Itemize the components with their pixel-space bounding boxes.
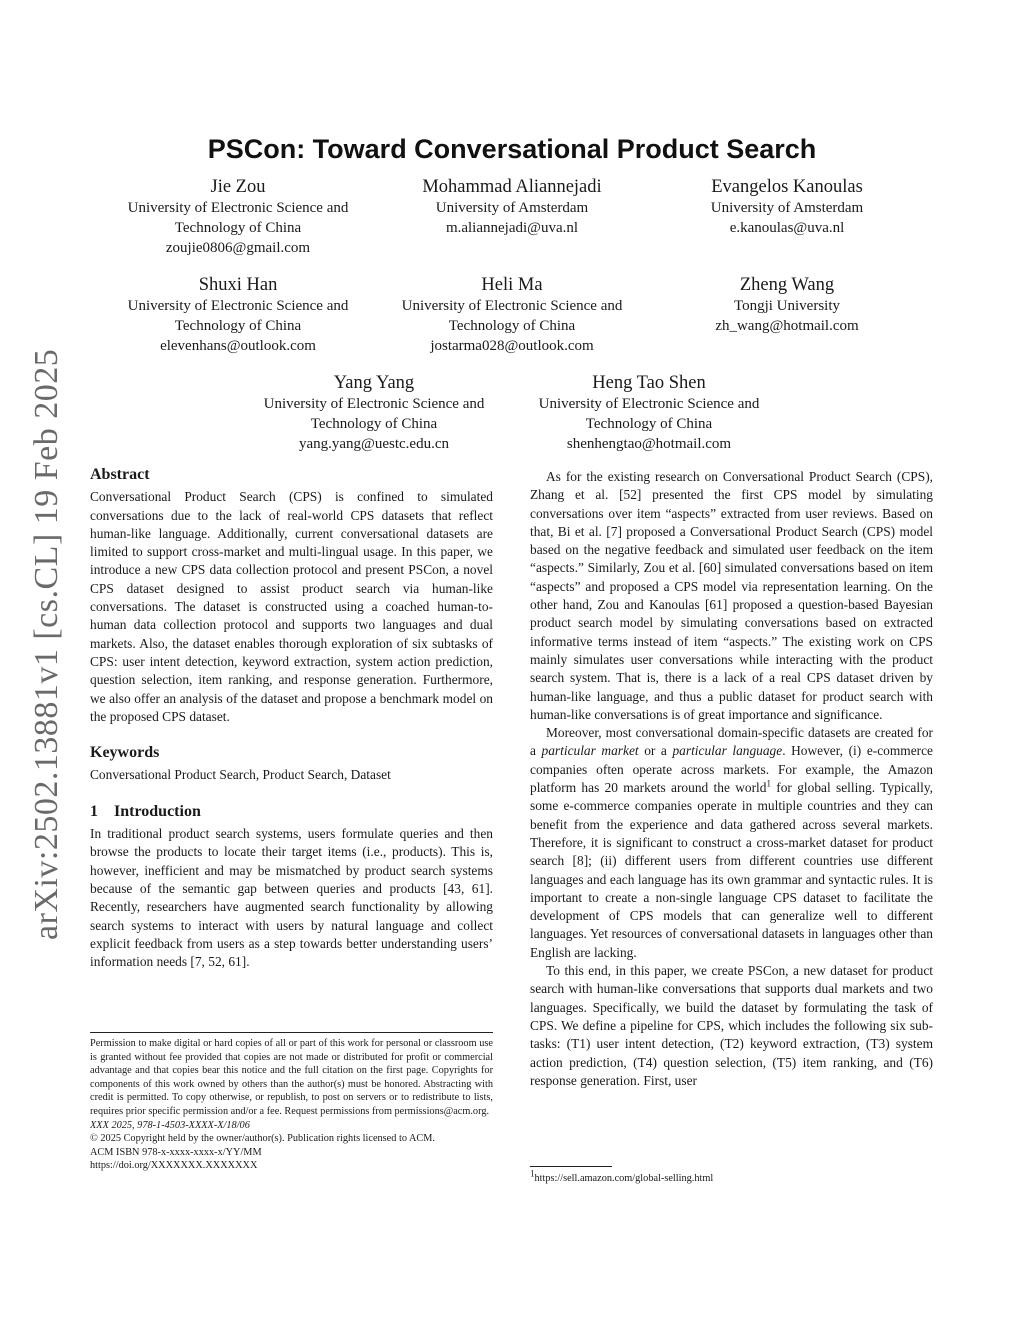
author-name: Zheng Wang — [739, 275, 835, 295]
footnote-rule — [530, 1166, 612, 1167]
introduction-heading: 1 Introduction — [90, 802, 201, 820]
permission-block — [90, 1032, 493, 1173]
author-email[interactable]: shenhengtao@hotmail.com — [566, 436, 732, 452]
author-email[interactable]: zoujie0806@gmail.com — [165, 240, 311, 256]
author-name: Shuxi Han — [198, 275, 278, 295]
author-name: Heli Ma — [481, 275, 543, 295]
author-affiliation: University of Electronic Science and — [538, 396, 760, 412]
author-affiliation: Technology of China — [448, 318, 576, 334]
author-affiliation: Technology of China — [174, 318, 302, 334]
abstract-text: Conversational Product Search (CPS) is confined to simulated conversations due to the lack of real-world CPS datasets that reflect human-like language. Additionally, current conversational datasets are limited to support cross-market and multi-lingual usage. In this paper, we introduce a new CPS data collection protocol and present PSCon, a novel CPS dataset designed to assist product search via human-like conversations. The dataset is constructed using a coached human-to-human data collection protocol and supports two languages and dual markets. Also, the dataset enables thorough exploration of six subtasks of CPS: user intent detection, keyword extraction, system action prediction, question selection, item ranking, and response generation. Furthermore, we also offer an analysis of the dataset and propose a benchmark model on the proposed CPS dataset. — [90, 489, 493, 724]
keywords-heading: Keywords — [90, 744, 160, 762]
author-affiliation: Technology of China — [310, 416, 438, 432]
body-paragraph: To this end, in this paper, we create PSCon, a new dataset for product search with human-like conversations that supports dual markets and two languages. Specifically, we build the dataset by formulating the task of CPS. We define a pipeline for CPS, which includes the following six sub-tasks: (T1) user intent detection, (T2) keyword extraction, (T3) system action prediction, (T4) question selection, (T5) item ranking, and (T6) response generation. First, user — [530, 963, 933, 1088]
author-affiliation: Technology of China — [585, 416, 713, 432]
author-block — [499, 372, 799, 454]
author-name: Evangelos Kanoulas — [711, 177, 863, 197]
author-name: Jie Zou — [210, 177, 266, 197]
author-email[interactable]: yang.yang@uestc.edu.cn — [298, 436, 449, 452]
author-email[interactable]: m.aliannejadi@uva.nl — [445, 220, 579, 236]
body-paragraph: Moreover, most conversational domain-specific datasets are created for a particular market or a particular language. However, (i) e-commerce companies often operate across markets. For example, the Amazon platform has 20 markets around the world$^1$ for global selling. Typically, some e-commerce companies operate in multiple countries and they can benefit from the experience and data gathered across several markets. Therefore, it is significant to construct a cross-market dataset for product search [8]; (ii) different users from different countries use different languages and each language has its own grammar and syntactic rules. It is important to create a non-single language CPS dataset to facilitate the development of CPS models that can generalize well to different languages. Yet resources of conversational datasets in languages other than English are lacking. — [530, 725, 933, 960]
author-affiliation: University of Electronic Science and — [263, 396, 485, 412]
keywords-text: Conversational Product Search, Product Search, Dataset — [90, 767, 391, 783]
author-block — [88, 274, 388, 356]
author-affiliation: University of Amsterdam — [710, 200, 864, 216]
footnote — [530, 1166, 933, 1185]
author-affiliation: University of Electronic Science and — [127, 298, 349, 314]
abstract-heading: Abstract — [90, 466, 150, 483]
author-affiliation: University of Electronic Science and — [401, 298, 623, 314]
author-email[interactable]: jostarma028@outlook.com — [430, 338, 594, 354]
footnote-mark: 1 — [530, 1168, 535, 1179]
doi-link[interactable]: https://doi.org/XXXXXXX.XXXXXXX — [90, 1160, 258, 1172]
arxiv-id: arXiv:2502.13881v1 [cs.CL] 19 Feb 2025 — [28, 348, 65, 940]
copyright-text: © 2025 Copyright held by the owner/author(s). Publication rights licensed to ACM. — [90, 1133, 436, 1145]
author-block — [88, 176, 388, 258]
permission-text: Permission to make digital or hard copies of all or part of this work for personal or classroom use is granted without fee provided that copies are not made or distributed for profit or commercial advantage and that copies bear this notice and the full citation on the first page. Copyrights for components of this work owned by others than the author(s) must be honored. Abstracting with credit is permitted. To copy otherwise, or republish, to post on servers or to redistribute to lists, requires prior specific permission and/or a fee. Request permissions from permissions@acm.org. — [90, 1038, 493, 1117]
author-email[interactable]: elevenhans@outlook.com — [160, 338, 316, 354]
author-block — [637, 176, 937, 238]
author-name: Heng Tao Shen — [592, 373, 706, 393]
paper-title: PSCon: Toward Conversational Product Search — [207, 134, 817, 164]
author-affiliation: University of Amsterdam — [435, 200, 589, 216]
author-name: Mohammad Aliannejadi — [422, 177, 602, 197]
isbn-text: ACM ISBN 978-x-xxxx-xxxx-x/YY/MM — [90, 1146, 262, 1158]
right-column — [530, 468, 933, 1090]
author-email[interactable]: e.kanoulas@uva.nl — [729, 220, 845, 236]
author-affiliation: Tongji University — [733, 298, 841, 314]
author-email[interactable]: zh_wang@hotmail.com — [715, 318, 859, 334]
footnote-ref[interactable]: 1 — [766, 778, 771, 789]
footnote-url[interactable]: https://sell.amazon.com/global-selling.html — [534, 1173, 714, 1184]
left-column — [90, 466, 493, 971]
author-affiliation: Technology of China — [174, 220, 302, 236]
conference-info: XXX 2025, 978-1-4503-XXXX-X/18/06 — [90, 1119, 250, 1131]
author-block — [362, 274, 662, 356]
body-paragraph: As for the existing research on Conversational Product Search (CPS), Zhang et al. [52] presented the first CPS model by simulating conversations over item “aspects” extracted from user reviews. Based on that, Bi et al. [7] proposed a Conversational Product Search (CPS) model based on the negative feedback and simulated user feedback on the item “aspects.” Similarly, Zou et al. [60] simulated conversations based on item “aspects” and proposed a CPS model via representation learning. On the other hand, Zou and Kanoulas [61] proposed a question-based Bayesian product search model by simulating conversations based on extracted informative terms instead of item “aspects.” The existing work on CPS mainly simulates user conversations while interacting with the product search system. That is, there is a lack of a real CPS dataset driven by human-like language, and thus a public dataset for product search with human-like conversations is of great importance and significance. — [530, 469, 933, 722]
author-name: Yang Yang — [333, 373, 415, 393]
intro-paragraph: In traditional product search systems, users formulate queries and then browse the products to locate their target items (i.e., products). This is, however, inefficient and may be mismatched by product search systems because of the semantic gap between queries and products [43, 61]. Recently, researchers have augmented search functionality by allowing search systems to interact with users by natural language and collect explicit feedback from users as a step towards better understanding users’ information needs [7, 52, 61]. — [90, 826, 493, 970]
author-block — [362, 176, 662, 238]
author-affiliation: University of Electronic Science and — [127, 200, 349, 216]
author-block — [224, 372, 524, 454]
author-block — [637, 274, 937, 336]
